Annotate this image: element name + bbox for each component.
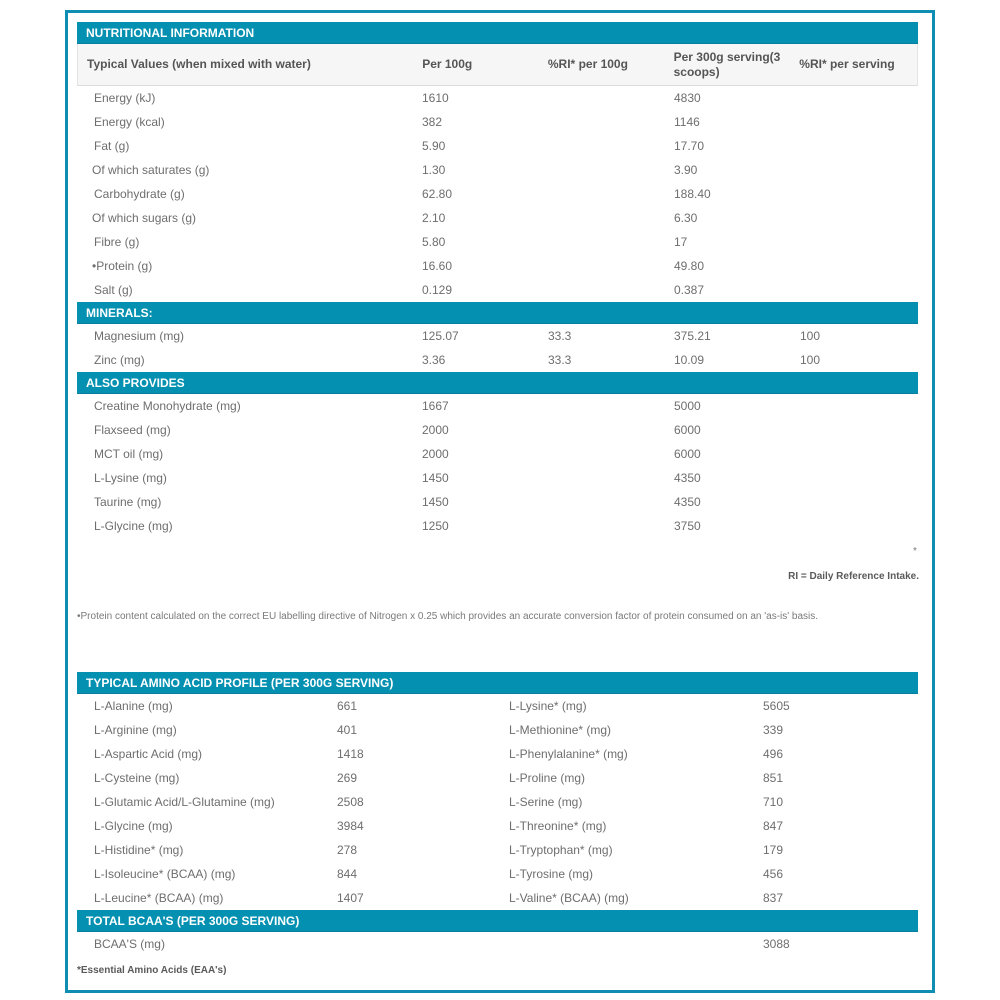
per-100g-value: 5.80	[422, 235, 446, 249]
amino-left-label: L-Aspartic Acid (mg)	[94, 747, 203, 761]
ri-serving-value: 100	[800, 353, 821, 367]
table-row	[77, 254, 918, 278]
amino-left-label: L-Cysteine (mg)	[94, 771, 180, 785]
amino-left-value: 661	[337, 699, 358, 713]
amino-right-label: L-Serine (mg)	[509, 795, 583, 809]
per-100g-value: 2.10	[422, 211, 446, 225]
amino-left-value: 3984	[337, 819, 364, 833]
per-300g-value: 6000	[674, 447, 701, 461]
row-label: Fibre (g)	[94, 235, 140, 249]
header-ri-per-serving: %RI* per serving	[799, 57, 895, 71]
per-100g-value: 125.07	[422, 329, 459, 343]
also-provides-title: ALSO PROVIDES	[77, 372, 918, 394]
per-100g-value: 1610	[422, 91, 449, 105]
amino-rows	[77, 694, 918, 910]
amino-acid-table	[77, 672, 918, 956]
amino-left-value: 2508	[337, 795, 364, 809]
per-300g-value: 17	[674, 235, 688, 249]
per-300g-value: 375.21	[674, 329, 711, 343]
ri-serving-value: 100	[800, 329, 821, 343]
amino-left-value: 1418	[337, 747, 364, 761]
per-300g-value: 3750	[674, 519, 701, 533]
per-300g-value: 49.80	[674, 259, 705, 273]
bcaa-row	[77, 932, 918, 956]
header-ri-per-100g: %RI* per 100g	[547, 57, 628, 71]
per-100g-value: 16.60	[422, 259, 453, 273]
row-label: •Protein (g)	[92, 259, 153, 273]
amino-right-value: 710	[763, 795, 784, 809]
row-label: Creatine Monohydrate (mg)	[94, 399, 241, 413]
ri-100g-value: 33.3	[548, 353, 572, 367]
amino-right-label: L-Tyrosine (mg)	[509, 867, 594, 881]
ri-100g-value: 33.3	[548, 329, 572, 343]
protein-footnote: •Protein content calculated on the correct EU labelling directive of Nitrogen x 0.25 which provides an accurate conversion factor of protein consumed on an 'as-is' basis.	[77, 611, 819, 622]
amino-left-label: L-Isoleucine* (BCAA) (mg)	[94, 867, 236, 881]
per-300g-value: 0.387	[674, 283, 705, 297]
row-label: MCT oil (mg)	[94, 447, 164, 461]
row-label: Flaxseed (mg)	[94, 423, 171, 437]
per-300g-value: 3.90	[674, 163, 698, 177]
table-row	[77, 490, 918, 514]
row-label: Of which sugars (g)	[92, 211, 197, 225]
per-300g-value: 10.09	[674, 353, 705, 367]
table-row	[77, 182, 918, 206]
amino-right-label: L-Phenylalanine* (mg)	[509, 747, 628, 761]
amino-right-value: 339	[763, 723, 784, 737]
amino-row	[77, 718, 918, 742]
amino-right-value: 5605	[763, 699, 790, 713]
amino-title: TYPICAL AMINO ACID PROFILE (PER 300G SERVING)	[77, 672, 918, 694]
table-row	[77, 442, 918, 466]
per-100g-value: 1667	[422, 399, 449, 413]
per-100g-value: 3.36	[422, 353, 446, 367]
row-label: Energy (kcal)	[94, 115, 165, 129]
amino-right-label: L-Proline (mg)	[509, 771, 586, 785]
amino-row	[77, 790, 918, 814]
per-100g-value: 1250	[422, 519, 449, 533]
nutrition-table	[77, 22, 918, 538]
amino-row	[77, 886, 918, 910]
amino-right-value: 179	[763, 843, 784, 857]
row-label: L-Glycine (mg)	[94, 519, 173, 533]
row-label: Carbohydrate (g)	[94, 187, 185, 201]
table-row	[77, 324, 918, 348]
header-per-100g: Per 100g	[422, 57, 473, 71]
per-300g-value: 6000	[674, 423, 701, 437]
per-300g-value: 188.40	[674, 187, 711, 201]
amino-left-value: 278	[337, 843, 358, 857]
per-300g-value: 1146	[674, 115, 700, 129]
row-label: Taurine (mg)	[94, 495, 162, 509]
amino-left-label: L-Alanine (mg)	[94, 699, 173, 713]
bcaa-label: BCAA'S (mg)	[94, 937, 165, 951]
per-100g-value: 2000	[422, 423, 449, 437]
minerals-title: MINERALS:	[77, 302, 918, 324]
row-label: Magnesium (mg)	[94, 329, 185, 343]
amino-row	[77, 814, 918, 838]
table-row	[77, 110, 918, 134]
eaa-footnote: *Essential Amino Acids (EAA's)	[77, 965, 227, 976]
table-row	[77, 158, 918, 182]
table-row	[77, 348, 918, 372]
per-300g-value: 4350	[674, 495, 701, 509]
per-100g-value: 0.129	[422, 283, 453, 297]
nutrition-title: NUTRITIONAL INFORMATION	[77, 22, 918, 44]
per-300g-value: 17.70	[674, 139, 705, 153]
per-100g-value: 382	[422, 115, 443, 129]
per-300g-value: 4830	[674, 91, 701, 105]
amino-left-value: 1407	[337, 891, 364, 905]
per-100g-value: 1450	[422, 495, 449, 509]
amino-left-value: 844	[337, 867, 358, 881]
amino-right-value: 851	[763, 771, 784, 785]
row-label: Salt (g)	[94, 283, 133, 297]
nutrition-rows	[77, 86, 918, 302]
per-300g-value: 4350	[674, 471, 701, 485]
ri-definition: RI = Daily Reference Intake.	[788, 571, 919, 582]
per-100g-value: 1450	[422, 471, 449, 485]
row-label: Of which saturates (g)	[92, 163, 210, 177]
row-label: L-Lysine (mg)	[94, 471, 167, 485]
amino-left-value: 269	[337, 771, 358, 785]
row-label: Zinc (mg)	[94, 353, 145, 367]
amino-left-label: L-Histidine* (mg)	[94, 843, 184, 857]
amino-right-label: L-Threonine* (mg)	[509, 819, 607, 833]
per-100g-value: 1.30	[422, 163, 446, 177]
table-row	[77, 134, 918, 158]
bcaa-value: 3088	[763, 937, 790, 951]
table-row	[77, 206, 918, 230]
amino-right-label: L-Lysine* (mg)	[509, 699, 587, 713]
amino-row	[77, 742, 918, 766]
column-headers	[77, 44, 918, 86]
amino-right-value: 496	[763, 747, 784, 761]
per-300g-value: 5000	[674, 399, 701, 413]
amino-right-label: L-Tryptophan* (mg)	[509, 843, 613, 857]
table-row	[77, 514, 918, 538]
amino-left-label: L-Glutamic Acid/L-Glutamine (mg)	[94, 795, 275, 809]
amino-left-label: L-Arginine (mg)	[94, 723, 177, 737]
per-100g-value: 2000	[422, 447, 449, 461]
amino-row	[77, 862, 918, 886]
amino-left-value: 401	[337, 723, 358, 737]
minerals-rows	[77, 324, 918, 372]
table-row	[77, 418, 918, 442]
row-label: Fat (g)	[94, 139, 130, 153]
amino-right-value: 837	[763, 891, 784, 905]
per-300g-value: 6.30	[674, 211, 698, 225]
table-row	[77, 278, 918, 302]
table-row	[77, 230, 918, 254]
per-100g-value: 5.90	[422, 139, 446, 153]
header-per-300g: Per 300g serving(3 scoops)	[673, 49, 781, 79]
table-row	[77, 86, 918, 110]
amino-right-value: 456	[763, 867, 784, 881]
also-provides-rows	[77, 394, 918, 538]
row-label: Energy (kJ)	[94, 91, 156, 105]
table-row	[77, 394, 918, 418]
per-100g-value: 62.80	[422, 187, 453, 201]
amino-right-label: L-Methionine* (mg)	[509, 723, 612, 737]
amino-row	[77, 766, 918, 790]
amino-row	[77, 838, 918, 862]
amino-left-label: L-Glycine (mg)	[94, 819, 173, 833]
amino-right-value: 847	[763, 819, 784, 833]
amino-left-label: L-Leucine* (BCAA) (mg)	[94, 891, 224, 905]
amino-row	[77, 694, 918, 718]
amino-right-label: L-Valine* (BCAA) (mg)	[509, 891, 629, 905]
bcaa-total-title: TOTAL BCAA'S (PER 300G SERVING)	[77, 910, 918, 932]
table-row	[77, 466, 918, 490]
asterisk-note: *	[913, 546, 917, 557]
header-typical-values: Typical Values (when mixed with water)	[87, 57, 311, 71]
